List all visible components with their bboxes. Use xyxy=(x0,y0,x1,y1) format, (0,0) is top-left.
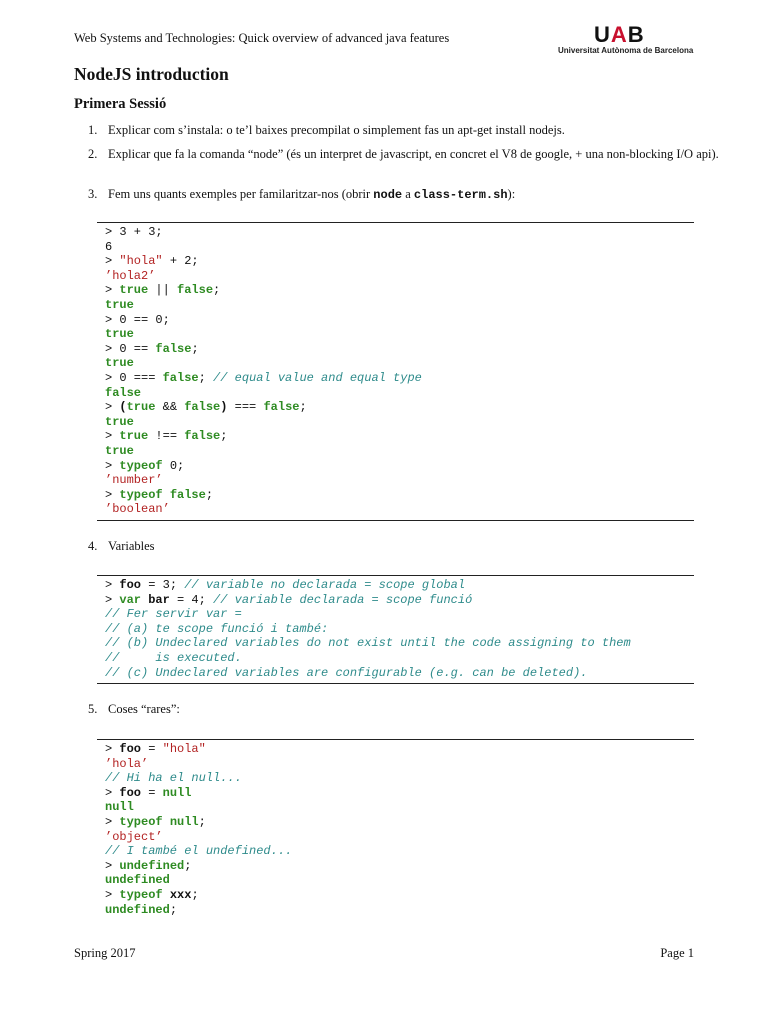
list-item-number: 2. xyxy=(88,147,98,161)
code-line xyxy=(97,666,694,681)
code-token: bar xyxy=(148,592,170,607)
code-token: ’number’ xyxy=(105,473,163,488)
code-token: > 3 + 3; xyxy=(105,225,163,239)
code-token: true xyxy=(119,283,149,298)
code-line xyxy=(97,386,694,401)
code-line xyxy=(97,225,694,240)
code-line xyxy=(97,651,694,666)
code-token: // Hi ha el null... xyxy=(105,771,242,786)
code-line xyxy=(97,742,694,757)
code-line xyxy=(97,283,694,298)
code-token: undefined xyxy=(105,902,170,917)
code-token: 6 xyxy=(105,239,113,254)
code-line xyxy=(97,815,694,830)
code-line xyxy=(97,888,694,903)
code-line xyxy=(97,502,694,517)
code-line xyxy=(97,771,694,786)
code-line xyxy=(97,636,694,651)
code-line xyxy=(97,593,694,608)
code-token: ’object’ xyxy=(105,829,163,844)
uab-logo xyxy=(558,22,698,58)
code-token: foo xyxy=(119,742,142,756)
code-line xyxy=(97,356,694,371)
code-token: > xyxy=(105,742,120,756)
code-token: ; xyxy=(198,370,214,385)
code-line xyxy=(97,459,694,474)
code-token: false xyxy=(263,400,300,415)
code-token: > xyxy=(105,254,120,269)
code-token: ; xyxy=(220,429,228,444)
code-token: ; xyxy=(191,887,199,902)
code-token: undefined xyxy=(119,858,185,873)
code-token: null xyxy=(169,814,199,829)
code-token: true xyxy=(105,297,134,312)
code-token: > xyxy=(105,578,120,592)
code-token: false xyxy=(162,370,199,385)
list-item-number: 3. xyxy=(88,187,98,201)
code-token: typeof xyxy=(119,458,163,473)
code-token: ; xyxy=(169,902,178,917)
code-token: > xyxy=(105,887,120,902)
code-line xyxy=(97,269,694,284)
code-line xyxy=(97,859,694,874)
code-token: true xyxy=(105,443,134,458)
code-token: false xyxy=(105,385,142,400)
inline-code-script: class-term.sh xyxy=(413,188,508,202)
code-token: var xyxy=(119,592,142,607)
code-line xyxy=(97,607,694,622)
code-token: // (a) te scope funció i també: xyxy=(105,621,329,636)
code-line xyxy=(97,298,694,313)
code-token: > xyxy=(105,814,120,829)
code-token: > xyxy=(105,400,120,415)
footer-date: Spring 2017 xyxy=(74,946,136,960)
code-token: > xyxy=(105,592,120,607)
code-token: === xyxy=(227,400,264,415)
code-token xyxy=(163,888,170,902)
code-token: = xyxy=(141,785,163,800)
code-token: undefined xyxy=(105,873,170,888)
code-token: false xyxy=(184,429,221,444)
code-token xyxy=(163,488,170,502)
code-line xyxy=(97,786,694,801)
code-token: ’hola’ xyxy=(105,756,149,771)
code-line xyxy=(97,240,694,255)
code-token: > xyxy=(105,487,120,502)
code-line xyxy=(97,800,694,815)
code-line xyxy=(97,473,694,488)
code-token: // variable declarada = scope funció xyxy=(213,592,473,607)
code-token: typeof xyxy=(119,487,163,502)
code-line xyxy=(97,488,694,503)
code-line xyxy=(97,903,694,918)
code-line xyxy=(97,757,694,772)
code-token: ; xyxy=(213,283,221,298)
code-token: && xyxy=(155,400,185,415)
uab-logo-mark: UAB xyxy=(594,22,645,47)
code-token: typeof xyxy=(119,887,163,902)
code-token: // Fer servir var = xyxy=(105,607,242,622)
code-token: true xyxy=(105,414,134,429)
code-token: > xyxy=(105,785,120,800)
code-token: ; xyxy=(198,814,206,829)
code-token: ) xyxy=(220,400,228,415)
uab-logo-subtitle: Universitat Autònoma de Barcelona xyxy=(558,46,694,55)
code-line xyxy=(97,313,694,328)
code-line xyxy=(97,400,694,415)
section-heading: Primera Sessió xyxy=(74,96,167,112)
code-token: // (c) Undeclared variables are configurable (e.g. can be deleted). xyxy=(105,665,588,680)
code-line xyxy=(97,342,694,357)
code-token: > 0 === xyxy=(105,370,163,385)
code-token: true xyxy=(119,429,149,444)
code-token: ; xyxy=(205,487,214,502)
code-token: // is executed. xyxy=(105,650,242,665)
code-token: !== xyxy=(148,429,185,444)
code-block-variables xyxy=(97,575,694,684)
code-line xyxy=(97,444,694,459)
code-token: "hola" xyxy=(119,254,163,269)
code-line xyxy=(97,371,694,386)
list-item-text: Explicar que fa la comanda “node” (és un interpret de javascript, en concret el V8 de google, + una non-blocking I/O api). xyxy=(108,147,719,161)
list-item-text: Fem uns quants exemples per familaritzar-nos (obrir node a class-term.sh): xyxy=(108,187,516,202)
code-token: ; xyxy=(299,400,307,415)
code-token: ; xyxy=(191,341,199,356)
code-token: false xyxy=(169,487,206,502)
code-line xyxy=(97,844,694,859)
list-item-text: Coses “rares”: xyxy=(108,702,180,716)
code-line xyxy=(97,327,694,342)
code-token: > 0 == xyxy=(105,341,156,356)
code-token: true xyxy=(105,327,134,342)
list-item-text: Variables xyxy=(108,539,155,553)
code-line xyxy=(97,873,694,888)
code-token: // (b) Undeclared variables do not exist until the code assigning to them xyxy=(105,636,631,651)
code-token: // I també el undefined... xyxy=(105,844,293,859)
code-token: ’hola2’ xyxy=(105,268,156,283)
code-token: ( xyxy=(119,400,127,415)
code-token: ; xyxy=(184,858,192,873)
code-token: ’boolean’ xyxy=(105,502,170,517)
code-line xyxy=(97,254,694,269)
running-header: Web Systems and Technologies: Quick overview of advanced java features xyxy=(74,31,450,45)
code-token: true xyxy=(126,400,156,415)
code-line xyxy=(97,415,694,430)
code-token: = 4; xyxy=(169,592,214,607)
code-token: null xyxy=(162,785,192,800)
code-token: 0; xyxy=(162,458,185,473)
code-line xyxy=(97,578,694,593)
code-token: true xyxy=(105,356,134,371)
code-token: foo xyxy=(119,578,142,592)
document-title: NodeJS introduction xyxy=(74,64,229,84)
code-line xyxy=(97,622,694,637)
code-token: > xyxy=(105,429,120,444)
code-token: null xyxy=(105,800,134,815)
code-token: false xyxy=(155,341,192,356)
code-token xyxy=(163,815,170,829)
footer-page-number: Page 1 xyxy=(660,946,694,960)
code-block-examples xyxy=(97,222,694,521)
code-token: false xyxy=(184,400,221,415)
code-line xyxy=(97,830,694,845)
code-token: // equal value and equal type xyxy=(213,370,422,385)
code-block-strange xyxy=(97,739,694,917)
code-token: > xyxy=(105,458,120,473)
list-item-number: 1. xyxy=(88,123,98,137)
code-token: typeof xyxy=(119,814,163,829)
code-token: false xyxy=(177,283,214,298)
code-token: xxx xyxy=(169,887,192,902)
code-token: > 0 == 0; xyxy=(105,312,170,327)
inline-code-node: node xyxy=(373,188,403,202)
code-token: + 2; xyxy=(162,254,199,269)
code-token: || xyxy=(148,283,178,298)
list-item-number: 5. xyxy=(88,702,98,716)
list-item-text: Explicar com s’instala: o te’l baixes precompilat o simplement fas un apt-get install nodejs. xyxy=(108,123,565,137)
code-token: = 3; xyxy=(141,578,185,592)
code-token: foo xyxy=(119,785,142,800)
list-item-number: 4. xyxy=(88,539,98,553)
code-token: > xyxy=(105,283,120,298)
code-token: "hola" xyxy=(162,742,206,756)
code-token: // variable no declarada = scope global xyxy=(184,578,466,592)
code-line xyxy=(97,429,694,444)
code-token: > xyxy=(105,858,120,873)
code-token: = xyxy=(141,742,163,756)
